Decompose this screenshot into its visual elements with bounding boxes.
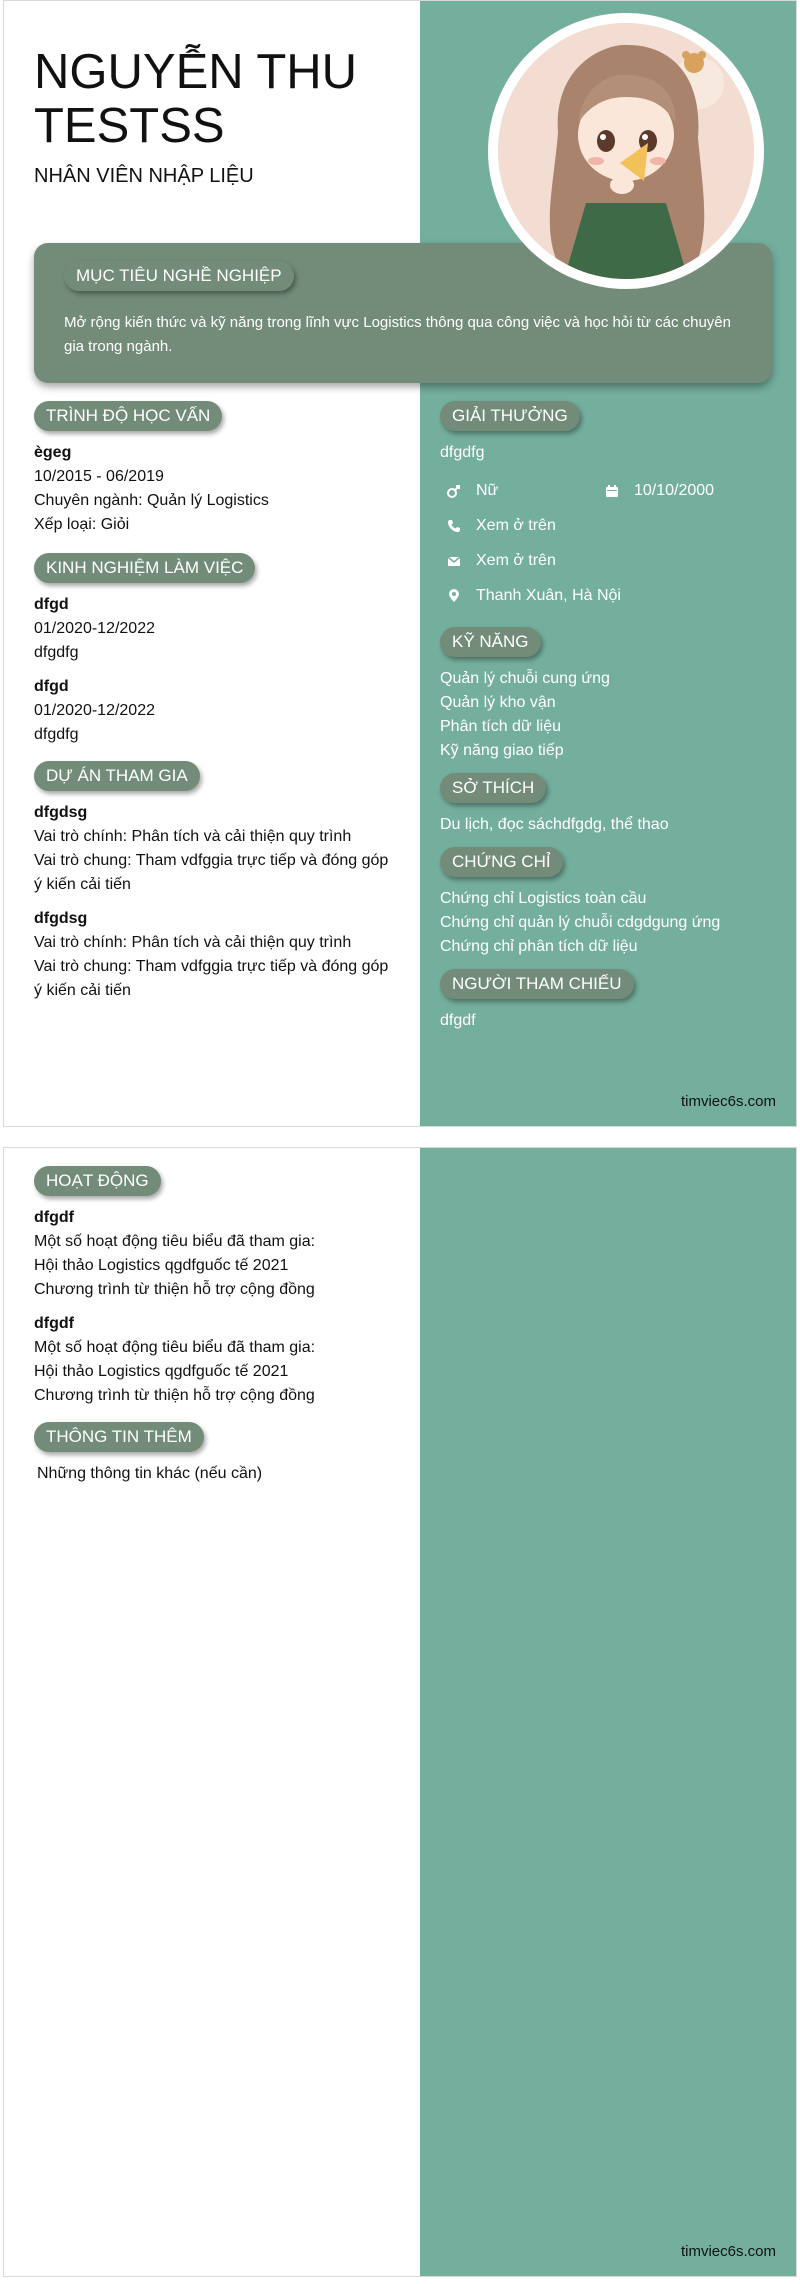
experience-period: 01/2020-12/2022	[34, 702, 155, 719]
project-entry	[34, 801, 394, 897]
education-grade: Xếp loại: Giỏi	[34, 516, 130, 533]
certificate-item: Chứng chỉ quản lý chuỗi cdgdgung ứng	[440, 914, 721, 931]
experience-desc: dfgdfg	[34, 644, 79, 661]
envelope-icon	[446, 553, 462, 569]
education-period: 10/2015 - 06/2019	[34, 468, 164, 485]
awards-section	[440, 401, 770, 465]
experience-heading: KINH NGHIỆM LÀM VIỆC	[34, 553, 255, 583]
experience-company: dfgd	[34, 596, 69, 613]
project-entry	[34, 907, 394, 1003]
certificates-heading: CHỨNG CHỈ	[440, 847, 563, 877]
footer-site: timviec6s.com	[680, 1093, 776, 1110]
education-section	[34, 401, 394, 537]
references-heading: NGƯỜI THAM CHIẾU	[440, 969, 634, 999]
activity-line: Chương trình từ thiện hỗ trợ cộng đồng	[34, 1281, 315, 1298]
gender-row	[446, 479, 498, 503]
address-row	[446, 584, 621, 608]
project-role-general: Vai trò chung: Tham vdfggia trực tiếp và đóng góp ý kiến cải tiến	[34, 958, 389, 999]
activity-line: Hội thảo Logistics qgdfguốc tế 2021	[34, 1363, 289, 1380]
references-text: dfgdf	[440, 1012, 476, 1029]
phone-value: Xem ở trên	[476, 517, 556, 534]
right-column	[420, 1148, 796, 2276]
hobbies-heading: SỞ THÍCH	[440, 773, 546, 803]
skill-item: Quản lý chuỗi cung ứng	[440, 670, 610, 687]
activity-line: Hội thảo Logistics qgdfguốc tế 2021	[34, 1257, 289, 1274]
projects-section	[34, 761, 394, 1013]
skills-heading: KỸ NĂNG	[440, 627, 541, 657]
education-heading: TRÌNH ĐỘ HỌC VẤN	[34, 401, 222, 431]
gender-value: Nữ	[476, 482, 499, 499]
job-title: NHÂN VIÊN NHẬP LIỆU	[34, 165, 254, 187]
career-objective-text: Mở rộng kiến thức và kỹ năng trong lĩnh vực Logistics thông qua công việc và học hỏi từ các chuyên gia trong ngành.	[64, 314, 731, 355]
experience-period: 01/2020-12/2022	[34, 620, 155, 637]
certificate-item: Chứng chỉ phân tích dữ liệu	[440, 938, 638, 955]
experience-desc: dfgdfg	[34, 726, 79, 743]
career-objective-heading: MỤC TIÊU NGHỀ NGHIỆP	[64, 261, 294, 291]
projects-heading: DỰ ÁN THAM GIA	[34, 761, 200, 791]
phone-row	[446, 514, 556, 538]
calendar-icon	[604, 483, 620, 499]
email-row	[446, 549, 556, 573]
skill-item: Kỹ năng giao tiếp	[440, 742, 564, 759]
awards-heading: GIẢI THƯỞNG	[440, 401, 580, 431]
hobbies-text: Du lịch, đọc sáchdfgdg, thể thao	[440, 816, 669, 833]
experience-entry	[34, 675, 394, 747]
activity-name: dfgdf	[34, 1315, 74, 1332]
experience-entry	[34, 593, 394, 665]
skill-item: Quản lý kho vận	[440, 694, 556, 711]
experience-section	[34, 553, 394, 757]
avatar-illustration	[498, 23, 754, 279]
email-value: Xem ở trên	[476, 552, 556, 569]
hobbies-section	[440, 773, 770, 837]
additional-info-section	[34, 1422, 394, 1486]
references-section	[440, 969, 770, 1033]
education-school: ègeg	[34, 444, 72, 461]
cv-page-2	[3, 1147, 797, 2277]
education-major: Chuyên ngành: Quản lý Logistics	[34, 492, 269, 509]
project-role-general: Vai trò chung: Tham vdfggia trực tiếp và đóng góp ý kiến cải tiến	[34, 852, 389, 893]
activity-entry	[34, 1312, 394, 1408]
birthday-value: 10/10/2000	[634, 482, 715, 499]
certificates-section	[440, 847, 770, 959]
activity-line: Một số hoạt động tiêu biểu đã tham gia:	[34, 1233, 316, 1250]
footer-site: timviec6s.com	[680, 2243, 776, 2260]
activities-section	[34, 1166, 394, 1418]
skills-section	[440, 627, 770, 763]
activity-line: Chương trình từ thiện hỗ trợ cộng đồng	[34, 1387, 315, 1404]
avatar	[488, 13, 764, 289]
candidate-name: NGUYỄN THU TESTSS	[34, 45, 358, 153]
activity-name: dfgdf	[34, 1209, 74, 1226]
experience-company: dfgd	[34, 678, 69, 695]
additional-info-text: Những thông tin khác (nếu cần)	[37, 1465, 263, 1482]
project-name: dfgdsg	[34, 804, 88, 821]
additional-info-heading: THÔNG TIN THÊM	[34, 1422, 204, 1452]
activities-heading: HOẠT ĐỘNG	[34, 1166, 161, 1196]
certificate-item: Chứng chỉ Logistics toàn cầu	[440, 890, 647, 907]
skill-item: Phân tích dữ liệu	[440, 718, 562, 735]
project-role-main: Vai trò chính: Phân tích và cải thiện quy trình	[34, 828, 352, 845]
cv-page-1	[3, 0, 797, 1127]
awards-text: dfgdfg	[440, 444, 485, 461]
map-pin-icon	[446, 588, 462, 604]
project-role-main: Vai trò chính: Phân tích và cải thiện quy trình	[34, 934, 352, 951]
phone-icon	[446, 518, 462, 534]
activity-entry	[34, 1206, 394, 1302]
birthday-row	[604, 479, 714, 503]
activity-line: Một số hoạt động tiêu biểu đã tham gia:	[34, 1339, 316, 1356]
address-value: Thanh Xuân, Hà Nội	[476, 587, 621, 604]
gender-icon	[446, 483, 462, 499]
project-name: dfgdsg	[34, 910, 88, 927]
